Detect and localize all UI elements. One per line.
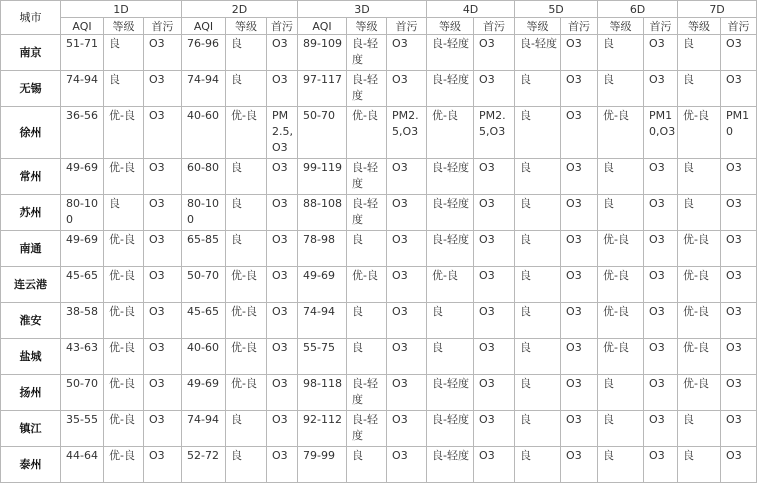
grade-cell: 良 [678, 71, 721, 107]
grade-cell: 优-良 [104, 231, 144, 267]
aqi-cell: 92-112 [298, 411, 347, 447]
pollutant-cell: O3 [721, 71, 757, 107]
day-header-4d: 4D [427, 1, 515, 18]
grade-cell: 良-轻度 [347, 159, 387, 195]
grade-cell: 良 [226, 195, 267, 231]
pollutant-cell: O3 [387, 339, 427, 375]
grade-cell: 良-轻度 [347, 195, 387, 231]
pollutant-header: 首污 [387, 18, 427, 35]
city-header: 城市 [1, 1, 61, 35]
pollutant-cell: O3 [721, 159, 757, 195]
grade-cell: 优-良 [104, 339, 144, 375]
city-name: 镇江 [1, 411, 61, 447]
grade-cell: 良-轻度 [347, 375, 387, 411]
pollutant-cell: O3 [144, 35, 182, 71]
city-name: 常州 [1, 159, 61, 195]
grade-cell: 优-良 [598, 303, 644, 339]
grade-cell: 优-良 [104, 303, 144, 339]
grade-cell: 优-良 [226, 339, 267, 375]
pollutant-cell: PM2.5,O3 [387, 107, 427, 159]
pollutant-cell: O3 [721, 447, 757, 483]
grade-cell: 优-良 [678, 375, 721, 411]
pollutant-cell: O3 [561, 339, 598, 375]
pollutant-cell: O3 [474, 71, 515, 107]
pollutant-cell: O3 [721, 339, 757, 375]
aqi-cell: 50-70 [298, 107, 347, 159]
aqi-cell: 36-56 [61, 107, 104, 159]
pollutant-cell: O3 [474, 159, 515, 195]
pollutant-cell: O3 [267, 339, 298, 375]
pollutant-cell: O3 [721, 35, 757, 71]
grade-cell: 优-良 [427, 107, 474, 159]
grade-cell: 良 [515, 107, 561, 159]
pollutant-cell: O3 [387, 35, 427, 71]
aqi-cell: 35-55 [61, 411, 104, 447]
pollutant-cell: O3 [561, 107, 598, 159]
pollutant-cell: O3 [267, 159, 298, 195]
grade-cell: 优-良 [678, 267, 721, 303]
day-header-1d: 1D [61, 1, 182, 18]
grade-cell: 优-良 [598, 231, 644, 267]
pollutant-cell: O3 [474, 303, 515, 339]
pollutant-cell: O3 [561, 35, 598, 71]
pollutant-header: 首污 [267, 18, 298, 35]
header-sub-row [1, 18, 757, 35]
aqi-cell: 40-60 [182, 107, 226, 159]
grade-cell: 优-良 [226, 303, 267, 339]
grade-cell: 良-轻度 [515, 35, 561, 71]
pollutant-cell: O3 [144, 375, 182, 411]
grade-cell: 优-良 [678, 231, 721, 267]
aqi-cell: 97-117 [298, 71, 347, 107]
pollutant-cell: O3 [474, 339, 515, 375]
pollutant-cell: O3 [561, 303, 598, 339]
aqi-header: AQI [182, 18, 226, 35]
pollutant-cell: PM2.5,O3 [474, 107, 515, 159]
aqi-cell: 55-75 [298, 339, 347, 375]
pollutant-cell: O3 [144, 411, 182, 447]
table-row [1, 267, 757, 303]
aqi-cell: 89-109 [298, 35, 347, 71]
aqi-cell: 49-69 [61, 159, 104, 195]
pollutant-cell: O3 [721, 267, 757, 303]
pollutant-cell: O3 [644, 231, 678, 267]
aqi-cell: 88-108 [298, 195, 347, 231]
grade-header: 等级 [226, 18, 267, 35]
city-name: 无锡 [1, 71, 61, 107]
pollutant-cell: O3 [387, 303, 427, 339]
grade-cell: 良 [347, 303, 387, 339]
pollutant-cell: O3 [644, 195, 678, 231]
pollutant-cell: O3 [144, 159, 182, 195]
city-name: 徐州 [1, 107, 61, 159]
table-row [1, 303, 757, 339]
grade-cell: 优-良 [598, 107, 644, 159]
pollutant-cell: O3 [644, 447, 678, 483]
grade-header: 等级 [347, 18, 387, 35]
grade-cell: 良-轻度 [427, 159, 474, 195]
pollutant-cell: O3 [267, 303, 298, 339]
pollutant-cell: O3 [721, 231, 757, 267]
grade-cell: 良 [515, 375, 561, 411]
grade-cell: 良 [598, 411, 644, 447]
grade-cell: 优-良 [104, 411, 144, 447]
pollutant-header: 首污 [561, 18, 598, 35]
grade-cell: 良-轻度 [427, 195, 474, 231]
pollutant-cell: O3 [474, 195, 515, 231]
grade-cell: 良 [104, 195, 144, 231]
pollutant-cell: O3 [474, 375, 515, 411]
city-name: 苏州 [1, 195, 61, 231]
grade-cell: 良 [515, 447, 561, 483]
aqi-cell: 98-118 [298, 375, 347, 411]
grade-cell: 优-良 [347, 107, 387, 159]
pollutant-cell: O3 [144, 339, 182, 375]
grade-header: 等级 [678, 18, 721, 35]
day-header-6d: 6D [598, 1, 678, 18]
pollutant-cell: O3 [721, 375, 757, 411]
grade-cell: 优-良 [347, 267, 387, 303]
table-row [1, 107, 757, 159]
pollutant-cell: O3 [144, 107, 182, 159]
grade-cell: 良-轻度 [427, 411, 474, 447]
aqi-cell: 45-65 [182, 303, 226, 339]
grade-cell: 良 [347, 231, 387, 267]
pollutant-cell: O3 [387, 71, 427, 107]
pollutant-cell: O3 [387, 411, 427, 447]
pollutant-cell: O3 [644, 339, 678, 375]
pollutant-cell: O3 [561, 375, 598, 411]
pollutant-cell: O3 [387, 159, 427, 195]
city-name: 盐城 [1, 339, 61, 375]
pollutant-cell: O3 [267, 71, 298, 107]
grade-cell: 优-良 [678, 107, 721, 159]
pollutant-cell: O3 [721, 303, 757, 339]
pollutant-cell: O3 [644, 35, 678, 71]
pollutant-cell: O3 [474, 35, 515, 71]
grade-cell: 优-良 [598, 339, 644, 375]
aqi-cell: 60-80 [182, 159, 226, 195]
aqi-cell: 74-94 [182, 411, 226, 447]
grade-cell: 优-良 [104, 267, 144, 303]
grade-cell: 良-轻度 [427, 35, 474, 71]
pollutant-cell: O3 [644, 71, 678, 107]
grade-cell: 良 [515, 71, 561, 107]
grade-cell: 良 [515, 267, 561, 303]
aqi-cell: 43-63 [61, 339, 104, 375]
grade-cell: 优-良 [226, 107, 267, 159]
pollutant-cell: O3 [387, 231, 427, 267]
grade-cell: 优-良 [226, 267, 267, 303]
grade-cell: 良 [104, 71, 144, 107]
pollutant-cell: O3 [561, 71, 598, 107]
grade-cell: 良 [104, 35, 144, 71]
pollutant-cell: PM10 [721, 107, 757, 159]
grade-cell: 优-良 [678, 339, 721, 375]
grade-cell: 良-轻度 [427, 447, 474, 483]
aqi-cell: 49-69 [61, 231, 104, 267]
pollutant-cell: O3 [267, 267, 298, 303]
day-header-3d: 3D [298, 1, 427, 18]
aqi-cell: 38-58 [61, 303, 104, 339]
aqi-cell: 80-100 [182, 195, 226, 231]
aqi-cell: 74-94 [182, 71, 226, 107]
pollutant-cell: O3 [561, 447, 598, 483]
grade-cell: 良 [347, 339, 387, 375]
grade-header: 等级 [598, 18, 644, 35]
pollutant-header: 首污 [144, 18, 182, 35]
grade-cell: 良 [515, 303, 561, 339]
pollutant-cell: O3 [474, 411, 515, 447]
grade-cell: 良 [598, 159, 644, 195]
pollutant-cell: O3 [144, 303, 182, 339]
pollutant-cell: O3 [387, 267, 427, 303]
grade-header: 等级 [104, 18, 144, 35]
grade-cell: 良 [515, 159, 561, 195]
table-row [1, 35, 757, 71]
aqi-cell: 74-94 [61, 71, 104, 107]
day-header-2d: 2D [182, 1, 298, 18]
pollutant-cell: O3 [561, 159, 598, 195]
grade-cell: 良 [678, 159, 721, 195]
grade-cell: 良 [515, 411, 561, 447]
city-name: 淮安 [1, 303, 61, 339]
grade-cell: 良 [226, 35, 267, 71]
table-row [1, 375, 757, 411]
city-name: 泰州 [1, 447, 61, 483]
city-name: 南通 [1, 231, 61, 267]
grade-cell: 优-良 [226, 375, 267, 411]
aqi-cell: 45-65 [61, 267, 104, 303]
grade-cell: 良 [347, 447, 387, 483]
aqi-cell: 49-69 [298, 267, 347, 303]
pollutant-cell: O3 [267, 447, 298, 483]
aqi-cell: 44-64 [61, 447, 104, 483]
pollutant-header: 首污 [644, 18, 678, 35]
aqi-cell: 99-119 [298, 159, 347, 195]
grade-cell: 良 [678, 411, 721, 447]
day-header-5d: 5D [515, 1, 598, 18]
grade-cell: 良-轻度 [427, 71, 474, 107]
grade-cell: 良 [598, 375, 644, 411]
pollutant-cell: O3 [144, 231, 182, 267]
grade-cell: 优-良 [598, 267, 644, 303]
pollutant-cell: O3 [144, 71, 182, 107]
pollutant-cell: O3 [721, 411, 757, 447]
pollutant-cell: O3 [387, 195, 427, 231]
aqi-cell: 80-100 [61, 195, 104, 231]
table-row [1, 339, 757, 375]
table-row [1, 71, 757, 107]
pollutant-cell: O3 [561, 267, 598, 303]
grade-cell: 良 [515, 339, 561, 375]
day-header-7d: 7D [678, 1, 757, 18]
grade-cell: 良-轻度 [347, 35, 387, 71]
pollutant-cell: O3 [474, 267, 515, 303]
grade-cell: 良 [598, 35, 644, 71]
grade-cell: 良 [678, 195, 721, 231]
header-day-row [1, 1, 757, 18]
pollutant-cell: O3 [267, 231, 298, 267]
grade-header: 等级 [515, 18, 561, 35]
grade-cell: 优-良 [678, 303, 721, 339]
grade-cell: 良 [226, 231, 267, 267]
grade-cell: 良 [427, 339, 474, 375]
pollutant-cell: O3 [144, 195, 182, 231]
grade-cell: 良 [515, 231, 561, 267]
pollutant-header: 首污 [721, 18, 757, 35]
city-name: 扬州 [1, 375, 61, 411]
pollutant-cell: O3 [474, 231, 515, 267]
aqi-header: AQI [298, 18, 347, 35]
pollutant-cell: O3 [144, 447, 182, 483]
city-name: 南京 [1, 35, 61, 71]
aqi-header: AQI [61, 18, 104, 35]
grade-header: 等级 [427, 18, 474, 35]
aqi-cell: 65-85 [182, 231, 226, 267]
pollutant-cell: O3 [267, 375, 298, 411]
aqi-cell: 78-98 [298, 231, 347, 267]
pollutant-cell: O3 [644, 303, 678, 339]
grade-cell: 良 [598, 447, 644, 483]
pollutant-cell: O3 [644, 411, 678, 447]
grade-cell: 良 [226, 71, 267, 107]
pollutant-cell: O3 [387, 447, 427, 483]
aqi-cell: 51-71 [61, 35, 104, 71]
grade-cell: 良 [226, 159, 267, 195]
pollutant-cell: O3 [561, 195, 598, 231]
aqi-cell: 76-96 [182, 35, 226, 71]
grade-cell: 优-良 [427, 267, 474, 303]
pollutant-cell: PM10,O3 [644, 107, 678, 159]
pollutant-cell: O3 [387, 375, 427, 411]
grade-cell: 良 [598, 71, 644, 107]
grade-cell: 良 [515, 195, 561, 231]
grade-cell: 良-轻度 [427, 231, 474, 267]
grade-cell: 优-良 [104, 159, 144, 195]
aqi-cell: 40-60 [182, 339, 226, 375]
grade-cell: 良 [427, 303, 474, 339]
pollutant-header: 首污 [474, 18, 515, 35]
aqi-cell: 50-70 [182, 267, 226, 303]
pollutant-cell: O3 [644, 375, 678, 411]
grade-cell: 良-轻度 [347, 411, 387, 447]
grade-cell: 良 [226, 447, 267, 483]
aqi-cell: 74-94 [298, 303, 347, 339]
pollutant-cell: O3 [721, 195, 757, 231]
pollutant-cell: PM2.5,O3 [267, 107, 298, 159]
pollutant-cell: O3 [644, 159, 678, 195]
grade-cell: 良-轻度 [347, 71, 387, 107]
city-name: 连云港 [1, 267, 61, 303]
aqi-cell: 50-70 [61, 375, 104, 411]
grade-cell: 良-轻度 [427, 375, 474, 411]
table-row [1, 447, 757, 483]
grade-cell: 优-良 [104, 447, 144, 483]
pollutant-cell: O3 [267, 411, 298, 447]
table-row [1, 195, 757, 231]
grade-cell: 良 [598, 195, 644, 231]
pollutant-cell: O3 [474, 447, 515, 483]
grade-cell: 良 [678, 447, 721, 483]
pollutant-cell: O3 [144, 267, 182, 303]
grade-cell: 优-良 [104, 107, 144, 159]
aqi-cell: 52-72 [182, 447, 226, 483]
grade-cell: 良 [226, 411, 267, 447]
grade-cell: 良 [678, 35, 721, 71]
aqi-cell: 79-99 [298, 447, 347, 483]
grade-cell: 优-良 [104, 375, 144, 411]
pollutant-cell: O3 [267, 195, 298, 231]
table-row [1, 411, 757, 447]
pollutant-cell: O3 [561, 231, 598, 267]
aqi-cell: 49-69 [182, 375, 226, 411]
table-row [1, 231, 757, 267]
table-row [1, 159, 757, 195]
pollutant-cell: O3 [644, 267, 678, 303]
pollutant-cell: O3 [561, 411, 598, 447]
pollutant-cell: O3 [267, 35, 298, 71]
